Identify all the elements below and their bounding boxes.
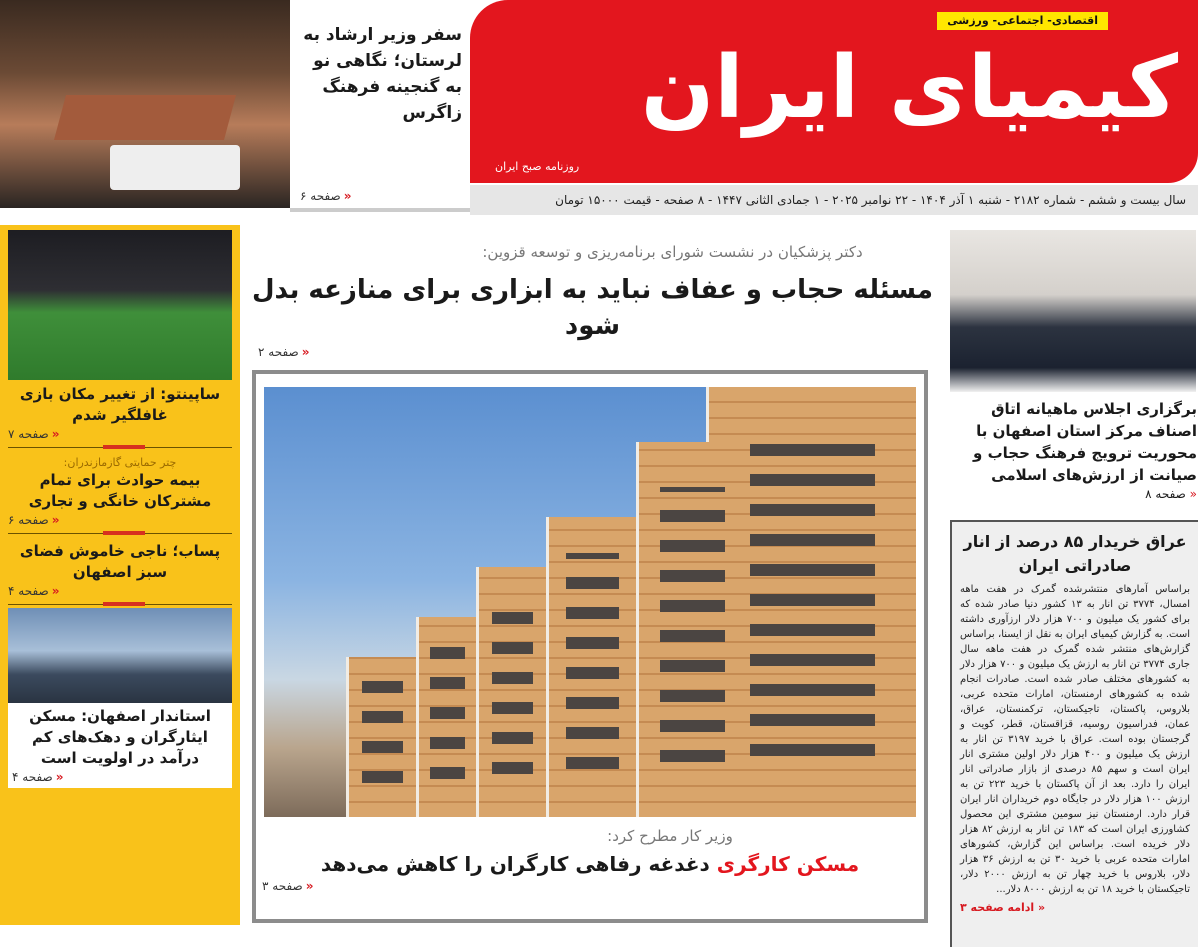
page-ref[interactable]: «صفحه ۳ [262, 879, 314, 893]
photo-story-text [256, 826, 924, 894]
double-chevron-left-icon: « [305, 879, 314, 893]
double-chevron-left-icon: « [51, 584, 60, 598]
meeting-headline[interactable]: برگزاری اجلاس ماهیانه اتاق اصناف مرکز استان اصفهان با محوریت ترویج فرهنگ حجاب و صیانت از ارزش‌های اسلامی [973, 400, 1197, 484]
left-item-headline[interactable]: ساپینتو: از تغییر مکان بازی غافلگیر شدم [19, 385, 221, 424]
double-chevron-left-icon: « [301, 345, 310, 359]
housing-buildings-photo [264, 387, 916, 817]
divider [8, 604, 232, 605]
culture-event-photo [0, 0, 290, 208]
double-chevron-left-icon: « [1034, 901, 1046, 914]
governor-photo [8, 608, 232, 703]
page-ref[interactable]: «صفحه ۴ [12, 770, 64, 784]
masthead-subtitle: روزنامه صبح ایران [495, 160, 580, 173]
page-ref[interactable]: «صفحه ۷ [8, 427, 60, 441]
lead-kicker: دکتر پزشکیان در نشست شورای برنامه‌ریزی و توسعه قزوین: [482, 243, 863, 261]
dateline: سال بیست و ششم - شماره ۲۱۸۲ - شنبه ۱ آذر ۱۴۰۴ - ۲۲ نوامبر ۲۰۲۵ - ۱ جمادی الثانی ۱۴۴۷ - ۸ صفحه - قیمت ۱۵۰۰۰ تومان [470, 185, 1198, 215]
football-photo [8, 230, 232, 380]
top-story-headline[interactable]: سفر وزیر ارشاد به لرستان؛ نگاهی نو به گنجینه فرهنگ زاگرس [303, 25, 462, 123]
governor-headline[interactable]: استاندار اصفهان: مسکن ایثارگران و دهک‌های کم درآمد در اولویت است [29, 707, 211, 767]
double-chevron-left-icon: « [51, 513, 60, 527]
divider [8, 533, 232, 534]
top-story[interactable] [290, 0, 470, 212]
left-item[interactable] [8, 380, 232, 442]
double-chevron-left-icon: « [55, 770, 64, 784]
page-ref[interactable]: «صفحه ۶ [8, 513, 60, 527]
masthead [470, 0, 1198, 183]
double-chevron-left-icon: « [1185, 487, 1197, 501]
left-item-kicker: چتر حمایتی گازمازندران: [63, 456, 177, 469]
page-ref[interactable]: «صفحه ۲ [258, 345, 310, 359]
left-item-headline[interactable]: پساب؛ ناجی خاموش فضای سبز اصفهان [19, 542, 221, 581]
page-ref[interactable]: « صفحه ۸ [1145, 487, 1197, 501]
divider [8, 447, 232, 448]
left-item[interactable] [8, 451, 232, 528]
photo-story-kicker: وزیر کار مطرح کرد: [607, 827, 733, 845]
meeting-story [945, 398, 1197, 502]
article-headline[interactable]: عراق خریدار ۸۵ درصد از انار صادراتی ایران [963, 532, 1187, 575]
lead-headline[interactable]: مسئله حجاب و عفاف نباید به ابزاری برای منازعه بدل شود [252, 275, 933, 341]
page-ref[interactable]: «صفحه ۶ [300, 189, 352, 203]
meeting-photo [950, 230, 1196, 392]
iraq-pomegranate-article [950, 520, 1198, 947]
photo-story-headline[interactable]: مسکن کارگری دغدغه رفاهی کارگران را کاهش می‌دهد [320, 852, 860, 876]
newspaper-logo: کیمیای ایران [640, 38, 1178, 138]
lead-story [250, 242, 935, 360]
left-column [0, 225, 240, 925]
double-chevron-left-icon: « [343, 189, 352, 203]
article-body: براساس آمارهای منتشرشده گمرک در هفت ماهه امسال، ۳۷۷۴ تن انار به ۱۳ کشور دنیا صادر شده که برای کشور یک میلیون و ۷۰۰ هزار دلار ارزآوری داشته است. به گزارش کیمیای ایران به نقل از ایسنا، براساس گزارش‌های منتشر شده گمرک در هفت ماهه سال جاری ۳۷۷۴ تن انار به ارزش یک میلیون و ۷۰۰ هزار دلار به کشورهای مختلف صادر شده است. صادرات انجام شده به کشورهای ارمنستان، امارات متحده عربی، بلاروس، پاکستان، تاجیکستان، ترکمنستان، عراق، عمان، فدراسیون روسیه، قزاقستان، قطر، کویت و گرجستان بوده است. عراق با خرید ۳۱۹۷ تن انار به ارزش یک میلیون و ۴۰۰ هزار دلار اولین مشتری انار ایران است و سهم ۸۵ درصدی از بازار صادراتی انار ایران را دارد. بعد از آن پاکستان با خرید ۲۲۳ تن به ارزش ۱۰۰ هزار دلار در جایگاه دوم خریداران انار ایران قرار دارد. ارمنستان نیز سومین مشتری این محصول کشاورزی ایران است که ۱۸۳ تن انار به ارزش ۸۲ هزار دلار خریده است. براساس این گزارش، کشورهای امارات متحده عربی با خرید ۳۰ تن به ارزش ۳۶ هزار دلار، بلاروس با خرید چهار تن به ارزش ۲۰۰۰ دلار، تاجیکستان با خرید ۱۸ تن به ارزش ۸۰۰۰ دلار... [960, 584, 1191, 895]
left-item[interactable] [8, 537, 232, 599]
governor-story[interactable] [8, 703, 232, 788]
photo-story[interactable] [252, 370, 928, 923]
double-chevron-left-icon: « [51, 427, 60, 441]
left-item-headline[interactable]: بیمه حوادث برای تمام مشترکان خانگی و تجاری [28, 471, 212, 510]
continue-link[interactable]: « ادامه صفحه ۳ [960, 901, 1046, 914]
page-ref[interactable]: «صفحه ۴ [8, 584, 60, 598]
masthead-tagline: اقتصادی- اجتماعی- ورزشی [937, 12, 1108, 30]
